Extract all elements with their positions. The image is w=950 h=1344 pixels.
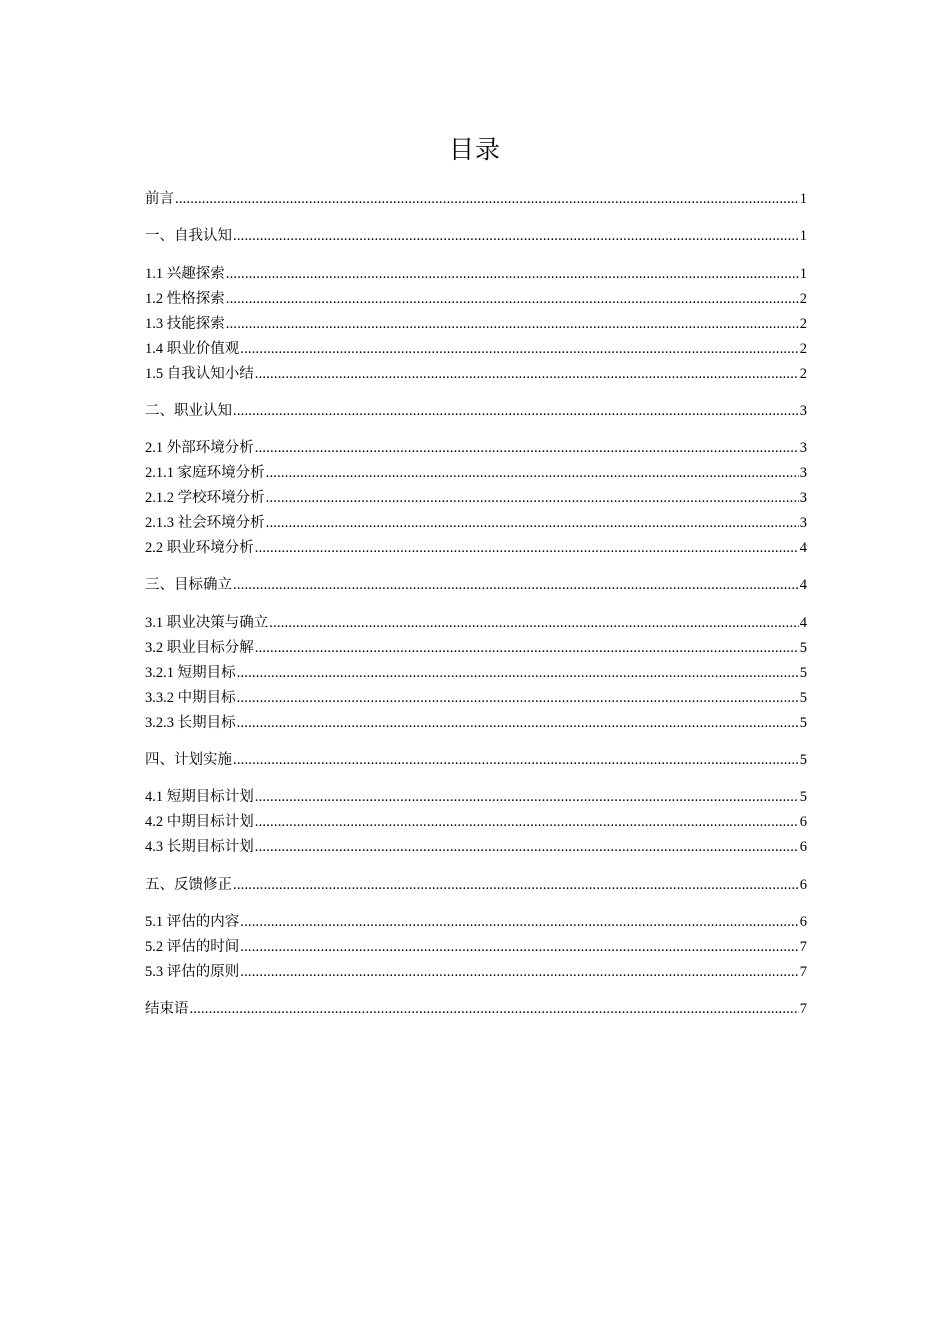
toc-entry-label: 2.1 外部环境分析 xyxy=(145,440,254,457)
toc-entry-label: 前言 xyxy=(145,191,174,207)
toc-dot-leader xyxy=(266,486,799,511)
toc-entry[interactable] xyxy=(145,997,807,1022)
toc-entry[interactable] xyxy=(145,661,807,686)
toc-entry-page-number: 5 xyxy=(799,639,807,656)
toc-entry[interactable] xyxy=(145,312,807,337)
toc-dot-leader xyxy=(255,810,799,835)
toc-dot-leader xyxy=(233,224,799,249)
toc-entry[interactable] xyxy=(145,711,807,736)
toc-entry-label: 3.2.1 短期目标 xyxy=(145,664,236,681)
toc-entry[interactable] xyxy=(145,686,807,711)
toc-dot-leader xyxy=(226,287,799,312)
toc-entry[interactable] xyxy=(145,636,807,661)
toc-dot-leader xyxy=(226,312,799,337)
toc-entry-page-number: 5 xyxy=(799,752,807,769)
toc-dot-leader xyxy=(226,262,799,287)
toc-entry-page-number: 3 xyxy=(799,402,807,419)
toc-entry-label: 1.1 兴趣探索 xyxy=(145,265,225,282)
toc-entry[interactable] xyxy=(145,810,807,835)
toc-entry[interactable] xyxy=(145,785,807,810)
toc-entry-page-number: 4 xyxy=(799,577,807,594)
toc-entry[interactable] xyxy=(145,910,807,935)
toc-entry-label: 5.3 评估的原则 xyxy=(145,963,240,980)
toc-entry-label: 结束语 xyxy=(145,1001,189,1018)
toc-entry-page-number: 7 xyxy=(799,1001,807,1018)
toc-entry[interactable] xyxy=(145,362,807,387)
toc-dot-leader xyxy=(240,935,799,960)
toc-entry-label: 3.2.3 长期目标 xyxy=(145,714,236,731)
toc-entry[interactable] xyxy=(145,399,807,424)
toc-entry-page-number: 2 xyxy=(799,290,807,307)
toc-entry[interactable] xyxy=(145,573,807,598)
toc-entry-label: 1.5 自我认知小结 xyxy=(145,365,254,382)
toc-entry[interactable] xyxy=(145,224,807,249)
toc-entry-page-number: 1 xyxy=(799,265,807,282)
toc-entry-page-number: 7 xyxy=(799,938,807,955)
toc-dot-leader xyxy=(190,997,799,1022)
page-title: 目录 xyxy=(448,135,501,164)
toc-entry[interactable] xyxy=(145,486,807,511)
toc-dot-leader xyxy=(266,511,799,536)
toc-entry-label: 一、自我认知 xyxy=(145,228,232,245)
toc-entry-page-number: 5 xyxy=(799,664,807,681)
toc-entry-label: 5.1 评估的内容 xyxy=(145,913,240,930)
toc-entry-page-number: 3 xyxy=(799,515,807,532)
table-of-contents xyxy=(145,187,807,1022)
toc-entry-page-number: 5 xyxy=(799,689,807,706)
toc-entry-label: 1.2 性格探索 xyxy=(145,290,225,307)
toc-dot-leader xyxy=(255,785,799,810)
toc-entry[interactable] xyxy=(145,287,807,312)
toc-dot-leader xyxy=(233,399,799,424)
toc-dot-leader xyxy=(233,873,799,898)
toc-entry[interactable] xyxy=(145,611,807,636)
toc-dot-leader xyxy=(240,910,799,935)
toc-dot-leader xyxy=(255,436,799,461)
toc-entry-page-number: 7 xyxy=(799,963,807,980)
toc-dot-leader xyxy=(255,835,799,860)
toc-entry[interactable] xyxy=(145,935,807,960)
toc-entry[interactable] xyxy=(145,262,807,287)
toc-entry-page-number: 1 xyxy=(799,191,807,207)
toc-entry-label: 4.1 短期目标计划 xyxy=(145,789,254,806)
toc-entry-page-number: 2 xyxy=(799,340,807,357)
toc-entry-label: 2.1.1 家庭环境分析 xyxy=(145,465,265,482)
toc-entry-page-number: 5 xyxy=(799,789,807,806)
toc-dot-leader xyxy=(255,636,799,661)
toc-entry-page-number: 6 xyxy=(799,913,807,930)
toc-dot-leader xyxy=(255,362,799,387)
toc-entry-page-number: 2 xyxy=(799,365,807,382)
toc-entry[interactable] xyxy=(145,960,807,985)
toc-entry[interactable] xyxy=(145,337,807,362)
toc-entry-label: 2.1.3 社会环境分析 xyxy=(145,515,265,532)
toc-entry[interactable] xyxy=(145,536,807,561)
toc-dot-leader xyxy=(266,461,799,486)
toc-entry[interactable] xyxy=(145,461,807,486)
toc-entry[interactable] xyxy=(145,748,807,773)
toc-entry-label: 四、计划实施 xyxy=(145,752,232,769)
toc-entry-page-number: 6 xyxy=(799,814,807,831)
toc-entry[interactable] xyxy=(145,436,807,461)
toc-entry-page-number: 6 xyxy=(799,876,807,893)
toc-dot-leader xyxy=(237,661,799,686)
toc-dot-leader xyxy=(240,960,799,985)
toc-dot-leader xyxy=(255,536,799,561)
toc-dot-leader xyxy=(237,711,799,736)
toc-entry-label: 五、反馈修正 xyxy=(145,876,232,893)
toc-dot-leader xyxy=(175,187,799,212)
toc-entry-page-number: 4 xyxy=(799,614,807,631)
toc-entry-page-number: 5 xyxy=(799,714,807,731)
toc-entry-label: 4.2 中期目标计划 xyxy=(145,814,254,831)
toc-entry-label: 4.3 长期目标计划 xyxy=(145,839,254,856)
toc-entry-label: 3.3.2 中期目标 xyxy=(145,689,236,706)
toc-entry-page-number: 6 xyxy=(799,839,807,856)
toc-entry-label: 三、目标确立 xyxy=(145,577,232,594)
toc-dot-leader xyxy=(233,573,799,598)
toc-dot-leader xyxy=(269,611,799,636)
toc-entry[interactable] xyxy=(145,511,807,536)
toc-entry-page-number: 3 xyxy=(799,490,807,507)
toc-entry-label: 2.2 职业环境分析 xyxy=(145,540,254,557)
toc-entry-page-number: 2 xyxy=(799,315,807,332)
toc-entry-label: 2.1.2 学校环境分析 xyxy=(145,490,265,507)
toc-entry-label: 二、职业认知 xyxy=(145,402,232,419)
toc-entry[interactable] xyxy=(145,873,807,898)
toc-entry-page-number: 4 xyxy=(799,540,807,557)
toc-entry[interactable] xyxy=(145,187,807,212)
toc-entry-page-number: 3 xyxy=(799,440,807,457)
toc-entry-page-number: 3 xyxy=(799,465,807,482)
toc-entry-label: 1.4 职业价值观 xyxy=(145,340,240,357)
toc-entry-label: 3.1 职业决策与确立 xyxy=(145,614,269,631)
toc-dot-leader xyxy=(233,748,799,773)
toc-entry-label: 1.3 技能探索 xyxy=(145,315,225,332)
toc-entry[interactable] xyxy=(145,835,807,860)
toc-entry-label: 3.2 职业目标分解 xyxy=(145,639,254,656)
toc-dot-leader xyxy=(240,337,799,362)
toc-dot-leader xyxy=(237,686,799,711)
toc-entry-page-number: 1 xyxy=(799,228,807,245)
toc-entry-label: 5.2 评估的时间 xyxy=(145,938,240,955)
